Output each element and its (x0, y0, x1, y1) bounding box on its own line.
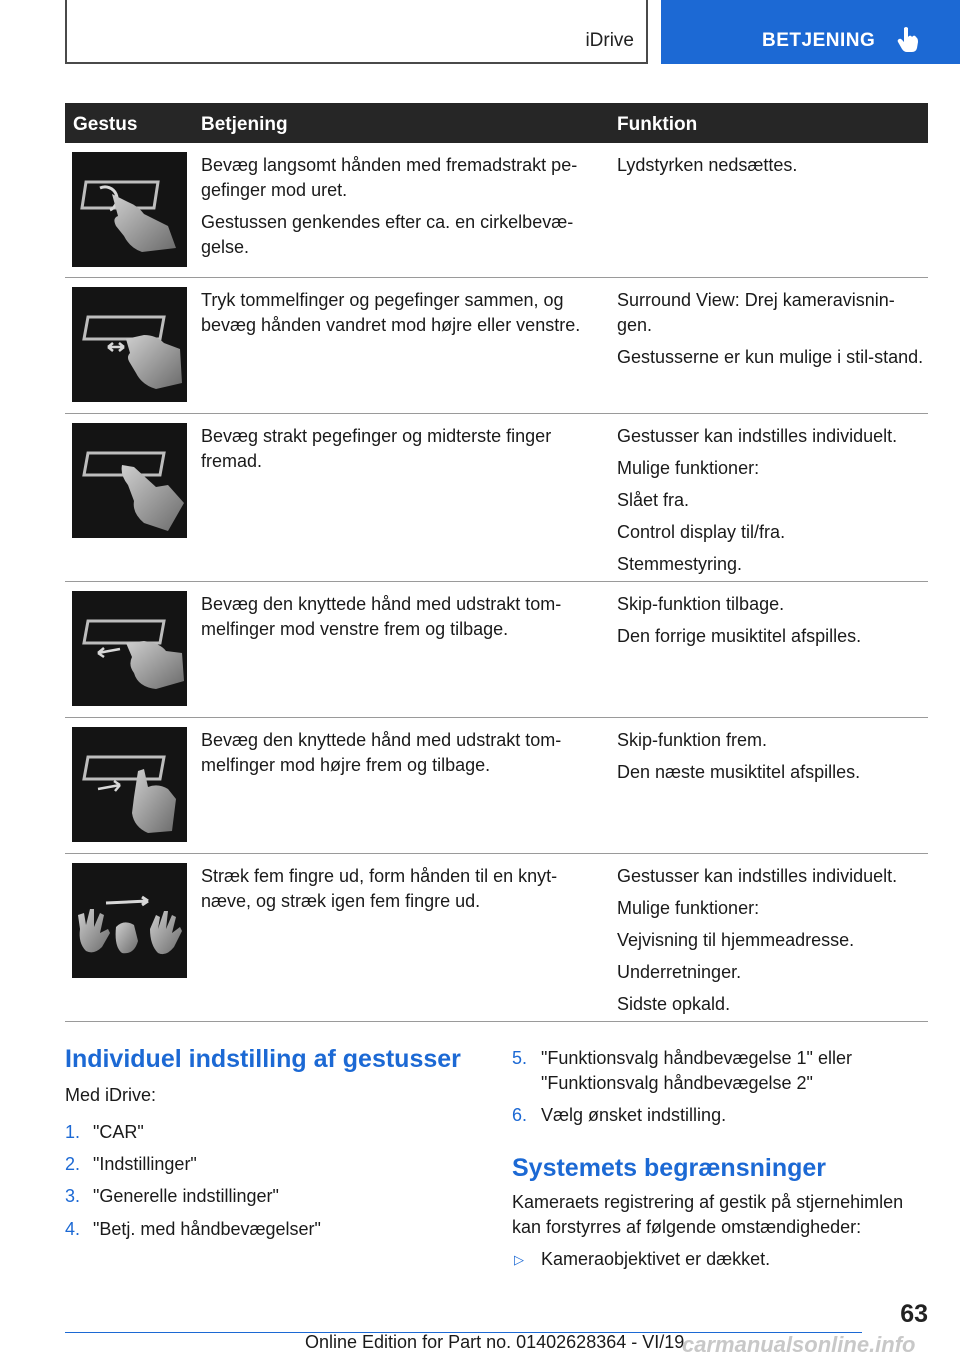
cell-betjening (201, 288, 607, 345)
hand-pointer-icon (897, 26, 919, 52)
header-chapter-title: BETJENING (762, 30, 876, 51)
step-text: Vælg ønsket indstilling. (541, 1105, 727, 1125)
cell-text: Gestussen genkendes efter ca. en cirkelbevæ-gelse. (201, 212, 574, 257)
watermark: carmanualsonline.info (682, 1332, 916, 1357)
cell-betjening (201, 424, 607, 481)
gesture-image-thumb-left (72, 591, 187, 706)
cell-text: Slået fra. (617, 490, 690, 510)
step-number: 5. (512, 1048, 528, 1068)
cell-betjening (201, 728, 607, 785)
cell-funktion (617, 592, 928, 656)
cell-funktion (617, 728, 928, 792)
cell-betjening (201, 592, 607, 649)
bullet-text: Kameraobjektivet er dækket. (541, 1249, 771, 1269)
step-text: "Indstillinger" (93, 1154, 197, 1174)
cell-funktion (617, 424, 928, 584)
page-number: 63 (900, 1300, 928, 1328)
cell-text: Control display til/fra. (617, 522, 786, 542)
column-header-funktion: Funktion (617, 114, 698, 135)
table-row (65, 854, 928, 1022)
cell-text: Stemmestyring. (617, 554, 743, 574)
header-section-title: iDrive (585, 30, 634, 51)
cell-text: Bevæg den knyttede hånd med udstrakt tom-melfinger mod venstre frem og tilbage. (201, 594, 562, 639)
cell-text: Stræk fem fingre ud, form hånden til en knyt-næve, og stræk igen fem fingre ud. (201, 866, 558, 911)
step-number: 6. (512, 1105, 528, 1125)
table-row (65, 414, 928, 582)
gesture-image-pinch-swipe (72, 287, 187, 402)
cell-betjening (201, 153, 607, 267)
cell-text: Mulige funktioner: (617, 458, 760, 478)
cell-text: Skip-funktion frem. (617, 730, 768, 750)
cell-text: Tryk tommelfinger og pegefinger sammen, og bevæg hånden vandret mod højre eller venstre. (201, 290, 581, 335)
gesture-image-open-close-hand (72, 863, 187, 978)
gesture-table (65, 103, 928, 1022)
header-chapter-tab (661, 0, 960, 64)
gesture-image-thumb-right (72, 727, 187, 842)
column-header-betjening: Betjening (201, 114, 288, 135)
step-number: 1. (65, 1122, 81, 1142)
bullet-triangle-icon: ▷ (514, 1252, 524, 1267)
step-text: "CAR" (93, 1122, 144, 1142)
gesture-image-two-finger-point (72, 423, 187, 538)
cell-funktion (617, 288, 928, 377)
cell-text: Gestusser kan indstilles individuelt. (617, 866, 898, 886)
cell-text: Bevæg strakt pegefinger og midterste finger fremad. (201, 426, 552, 471)
step-number: 4. (65, 1219, 81, 1239)
cell-funktion (617, 153, 928, 185)
section-body-text: Kameraets registrering af gestik på stjernehimlen kan forstyrres af følgende omstændigheder: (512, 1192, 904, 1237)
cell-text: Lydstyrken nedsættes. (617, 155, 798, 175)
cell-text: Gestusserne er kun mulige i stil-stand. (617, 347, 924, 367)
cell-text: Surround View: Drej kameravisnin-gen. (617, 290, 895, 335)
table-row (65, 718, 928, 854)
section-title-individual-settings: Individuel indstilling af gestusser (65, 1045, 461, 1073)
table-header (65, 103, 928, 143)
step-number: 2. (65, 1154, 81, 1174)
step-text: "Funktionsvalg håndbevægelse 1" eller "Funktionsvalg håndbevægelse 2" (541, 1048, 852, 1093)
cell-text: Bevæg langsomt hånden med fremadstrakt pe-gefinger mod uret. (201, 155, 578, 200)
cell-text: Den næste musiktitel afspilles. (617, 762, 861, 782)
table-row (65, 143, 928, 278)
cell-text: Underretninger. (617, 962, 742, 982)
cell-text: Sidste opkald. (617, 994, 731, 1014)
cell-funktion (617, 864, 928, 1024)
cell-text: Bevæg den knyttede hånd med udstrakt tom-melfinger mod højre frem og tilbage. (201, 730, 562, 775)
cell-text: Mulige funktioner: (617, 898, 760, 918)
section-title-system-limits: Systemets begrænsninger (512, 1154, 826, 1182)
step-number: 3. (65, 1186, 81, 1206)
intro-text: Med iDrive: (65, 1085, 157, 1105)
cell-text: Gestusser kan indstilles individuelt. (617, 426, 898, 446)
cell-betjening (201, 864, 607, 921)
step-text: "Generelle indstillinger" (93, 1186, 279, 1206)
gesture-image-rotate (72, 152, 187, 267)
step-text: "Betj. med håndbevægelser" (93, 1219, 321, 1239)
cell-text: Den forrige musiktitel afspilles. (617, 626, 862, 646)
header-left-tab (65, 0, 648, 64)
table-row (65, 582, 928, 718)
footer-edition: Online Edition for Part no. 01402628364 - VI/19 (305, 1332, 685, 1352)
cell-text: Skip-funktion tilbage. (617, 594, 785, 614)
table-row (65, 278, 928, 414)
column-header-gestus: Gestus (73, 114, 138, 135)
cell-text: Vejvisning til hjemmeadresse. (617, 930, 855, 950)
